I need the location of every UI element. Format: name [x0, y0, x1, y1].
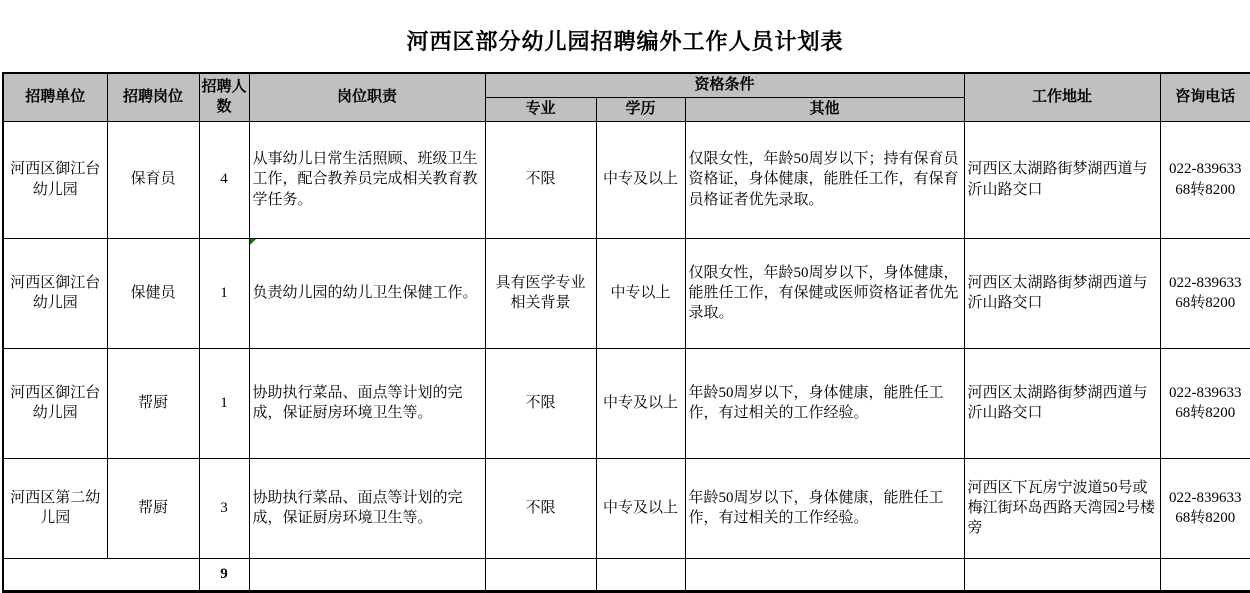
cell-position: 保健员 — [107, 238, 199, 348]
total-empty-other — [685, 558, 964, 591]
table-row — [3, 121, 1250, 238]
cell-headcount: 4 — [199, 121, 249, 238]
col-header-address: 工作地址 — [964, 73, 1160, 121]
cell-unit: 河西区第二幼儿园 — [3, 458, 107, 558]
total-empty-education — [596, 558, 685, 591]
cell-other: 年龄50周岁以下，身体健康，能胜任工作，有过相关的工作经验。 — [685, 458, 964, 558]
cell-duties: 从事幼儿日常生活照顾、班级卫生工作，配合教养员完成相关教育教学任务。 — [249, 121, 485, 238]
cell-unit: 河西区御江台幼儿园 — [3, 348, 107, 458]
cell-address: 河西区下瓦房宁波道50号或梅江街环岛西路天湾园2号楼旁 — [964, 458, 1160, 558]
cell-position: 帮厨 — [107, 458, 199, 558]
cell-position: 保育员 — [107, 121, 199, 238]
cell-education: 中专及以上 — [596, 458, 685, 558]
cell-address: 河西区太湖路街梦湖西道与沂山路交口 — [964, 121, 1160, 238]
cell-headcount: 1 — [199, 238, 249, 348]
cell-duties: 协助执行菜品、面点等计划的完成，保证厨房环境卫生等。 — [249, 348, 485, 458]
cell-duties — [249, 238, 485, 348]
cell-major: 不限 — [485, 348, 596, 458]
cell-phone: 022-83963368转8200 — [1160, 348, 1250, 458]
total-empty-phone — [1160, 558, 1250, 591]
excel-error-marker-icon — [250, 239, 256, 245]
cell-education: 中专以上 — [596, 238, 685, 348]
cell-phone: 022-83963368转8200 — [1160, 121, 1250, 238]
total-empty-duties — [249, 558, 485, 591]
recruitment-table — [2, 72, 1250, 593]
cell-unit: 河西区御江台幼儿园 — [3, 238, 107, 348]
col-header-other: 其他 — [685, 97, 964, 121]
cell-major: 不限 — [485, 458, 596, 558]
table-row — [3, 458, 1250, 558]
cell-major: 具有医学专业相关背景 — [485, 238, 596, 348]
cell-other: 仅限女性，年龄50周岁以下；持有保育员资格证，身体健康，能胜任工作，有保育员格证者优先录取。 — [685, 121, 964, 238]
col-header-duties: 岗位职责 — [249, 73, 485, 121]
cell-address: 河西区太湖路街梦湖西道与沂山路交口 — [964, 238, 1160, 348]
cell-headcount: 1 — [199, 348, 249, 458]
cell-unit: 河西区御江台幼儿园 — [3, 121, 107, 238]
cell-duties: 协助执行菜品、面点等计划的完成，保证厨房环境卫生等。 — [249, 458, 485, 558]
total-empty-address — [964, 558, 1160, 591]
cell-address: 河西区太湖路街梦湖西道与沂山路交口 — [964, 348, 1160, 458]
table-body — [3, 121, 1250, 591]
total-row — [3, 558, 1250, 591]
cell-phone: 022-83963368转8200 — [1160, 458, 1250, 558]
table-header — [3, 73, 1250, 121]
cell-other: 年龄50周岁以下，身体健康，能胜任工作，有过相关的工作经验。 — [685, 348, 964, 458]
col-header-position: 招聘岗位 — [107, 73, 199, 121]
total-row-merged-cell — [3, 558, 199, 591]
cell-position: 帮厨 — [107, 348, 199, 458]
col-header-phone: 咨询电话 — [1160, 73, 1250, 121]
total-headcount: 9 — [199, 558, 249, 591]
cell-other: 仅限女性，年龄50周岁以下，身体健康，能胜任工作，有保健或医师资格证者优先录取。 — [685, 238, 964, 348]
cell-education: 中专及以上 — [596, 121, 685, 238]
cell-headcount: 3 — [199, 458, 249, 558]
table-row — [3, 348, 1250, 458]
col-header-qualifications: 资格条件 — [485, 73, 964, 97]
cell-duties-text: 负责幼儿园的幼儿卫生保健工作。 — [252, 284, 478, 301]
page-title: 河西区部分幼儿园招聘编外工作人员计划表 — [406, 29, 844, 54]
cell-major: 不限 — [485, 121, 596, 238]
header-row-top — [3, 73, 1250, 97]
cell-phone: 022-83963368转8200 — [1160, 238, 1250, 348]
col-header-unit: 招聘单位 — [3, 73, 107, 121]
total-empty-major — [485, 558, 596, 591]
col-header-education: 学历 — [596, 97, 685, 121]
cell-education: 中专及以上 — [596, 348, 685, 458]
col-header-headcount: 招聘人数 — [199, 73, 249, 121]
col-header-major: 专业 — [485, 97, 596, 121]
table-row — [3, 238, 1250, 348]
